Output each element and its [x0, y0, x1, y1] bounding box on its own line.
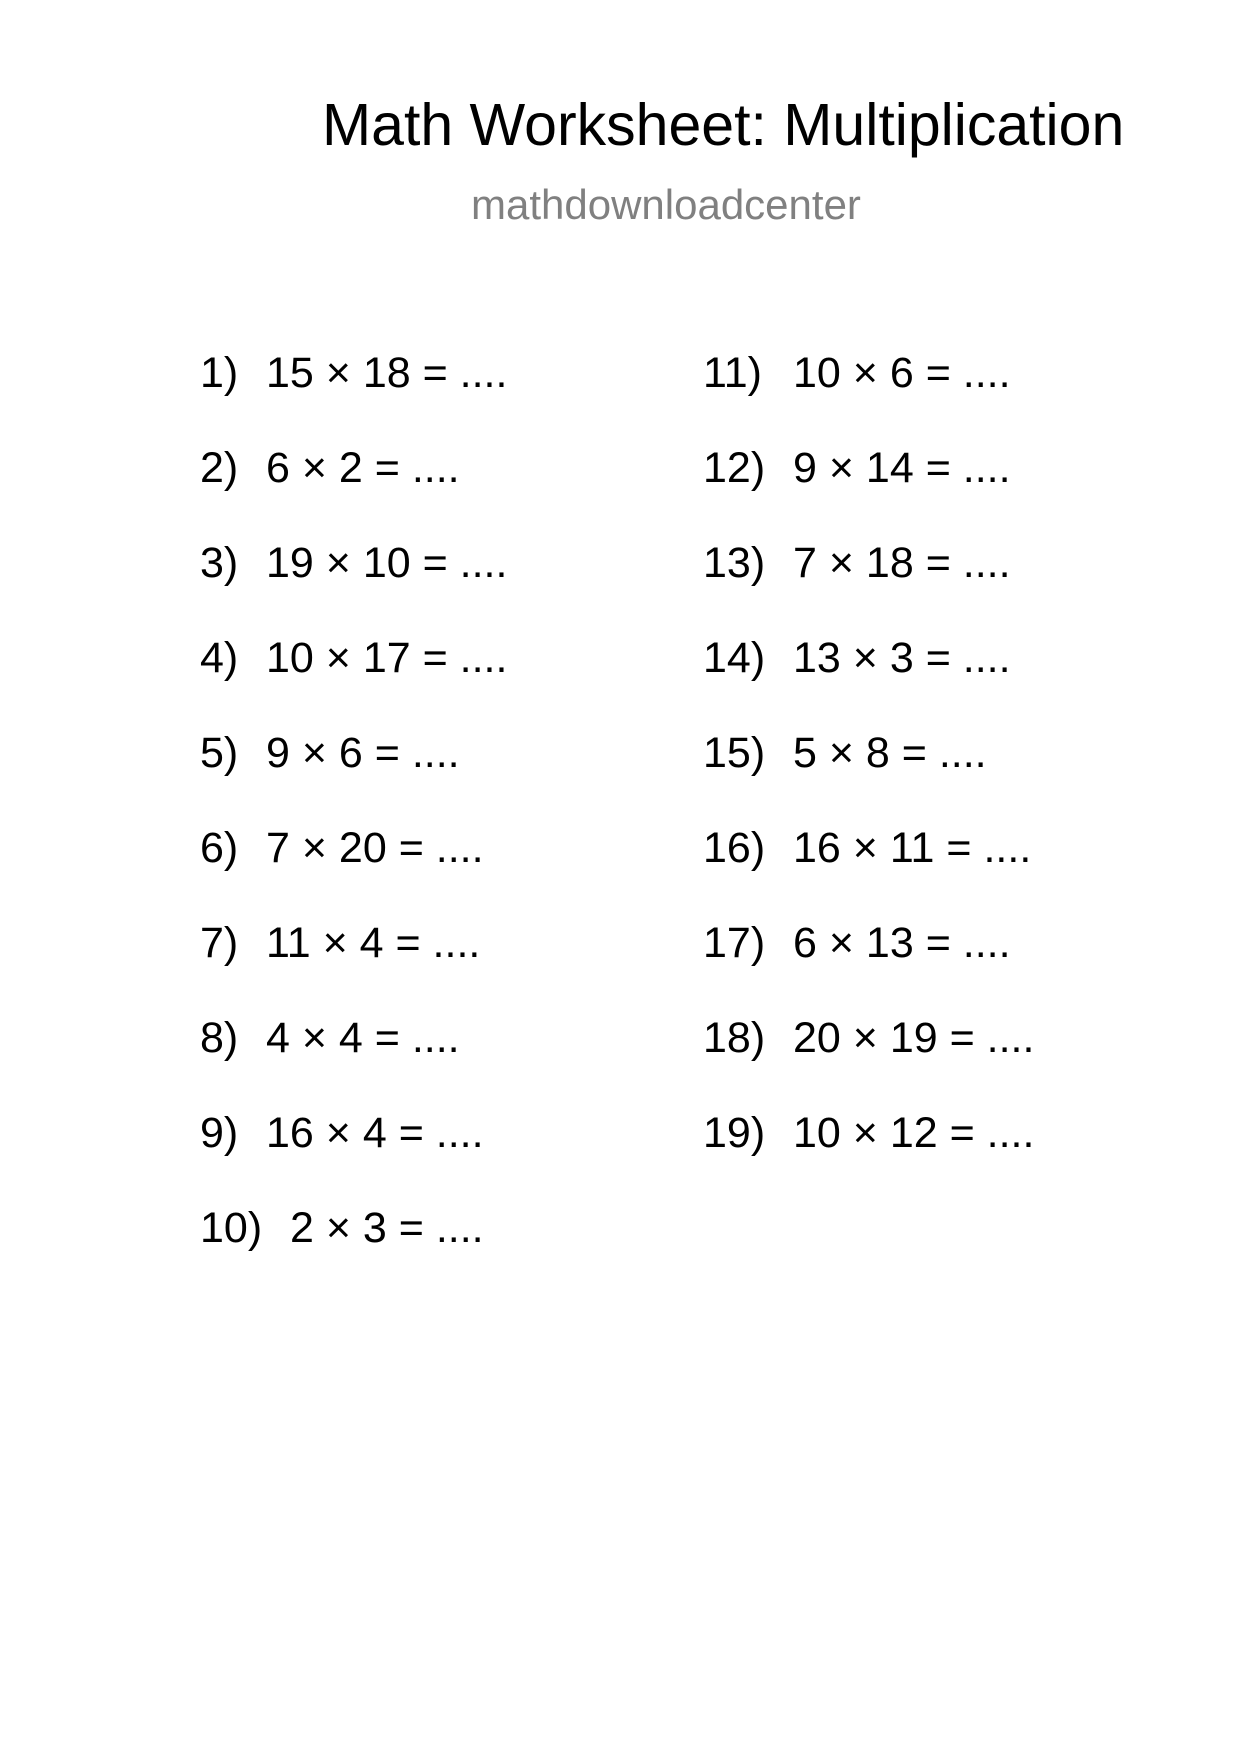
problem-number: 17) — [703, 919, 766, 967]
problem-number: 19) — [703, 1109, 766, 1157]
problems-column-right — [703, 349, 1035, 1207]
problem-item — [703, 919, 1034, 1017]
problem-number: 10) — [200, 1204, 263, 1252]
problem-item — [200, 1109, 507, 1207]
problem-number: 6) — [200, 824, 239, 872]
problem-item — [703, 824, 1034, 922]
problem-number: 4) — [200, 634, 239, 682]
problem-expression: 11 × 4 = .... — [266, 919, 481, 967]
problem-number: 16) — [703, 824, 766, 872]
problem-item — [703, 444, 1034, 542]
problem-expression: 6 × 2 = .... — [266, 444, 460, 492]
problem-expression: 10 × 17 = .... — [266, 634, 508, 682]
problem-number: 2) — [200, 444, 239, 492]
problem-expression: 2 × 3 = .... — [290, 1204, 484, 1252]
problem-item — [703, 349, 1034, 447]
problem-number: 9) — [200, 1109, 239, 1157]
problem-expression: 16 × 4 = .... — [266, 1109, 484, 1157]
problem-item — [703, 729, 1034, 827]
problem-item — [200, 349, 508, 447]
problem-expression: 20 × 19 = .... — [793, 1014, 1035, 1062]
worksheet-subtitle: mathdownloadcenter — [471, 181, 861, 228]
problem-item — [703, 634, 1034, 732]
problem-number: 14) — [703, 634, 766, 682]
problem-number: 13) — [703, 539, 766, 587]
problem-number: 8) — [200, 1014, 239, 1062]
problem-number: 11) — [703, 349, 762, 397]
problem-item — [703, 1109, 1035, 1207]
problem-item — [200, 729, 507, 827]
problem-number: 1) — [200, 349, 239, 397]
problem-item — [200, 1014, 507, 1112]
problem-number: 15) — [703, 729, 766, 777]
problem-item — [200, 634, 508, 732]
worksheet-title: Math Worksheet: Multiplication — [322, 92, 1125, 158]
problem-item — [703, 1014, 1035, 1112]
problem-number: 7) — [200, 919, 239, 967]
problem-expression: 5 × 8 = .... — [793, 729, 987, 777]
problem-expression: 4 × 4 = .... — [266, 1014, 460, 1062]
problem-number: 3) — [200, 539, 239, 587]
problem-expression: 6 × 13 = .... — [793, 919, 1011, 967]
problem-expression: 10 × 12 = .... — [793, 1109, 1035, 1157]
problem-number: 12) — [703, 444, 766, 492]
problem-expression: 7 × 20 = .... — [266, 824, 484, 872]
problem-expression: 9 × 14 = .... — [793, 444, 1011, 492]
problem-expression: 7 × 18 = .... — [793, 539, 1011, 587]
problem-expression: 15 × 18 = .... — [266, 349, 508, 397]
problem-number: 5) — [200, 729, 239, 777]
problem-item — [200, 1204, 507, 1302]
problem-expression: 10 × 6 = .... — [793, 349, 1011, 397]
problem-expression: 9 × 6 = .... — [266, 729, 460, 777]
problem-expression: 16 × 11 = .... — [793, 824, 1032, 872]
problem-expression: 19 × 10 = .... — [266, 539, 508, 587]
problems-column-left — [200, 349, 508, 1302]
problem-number: 18) — [703, 1014, 766, 1062]
problem-item — [200, 824, 507, 922]
problem-expression: 13 × 3 = .... — [793, 634, 1011, 682]
problem-item — [200, 539, 508, 637]
problem-item — [200, 444, 507, 542]
problem-item — [703, 539, 1034, 637]
problem-item — [200, 919, 507, 1017]
